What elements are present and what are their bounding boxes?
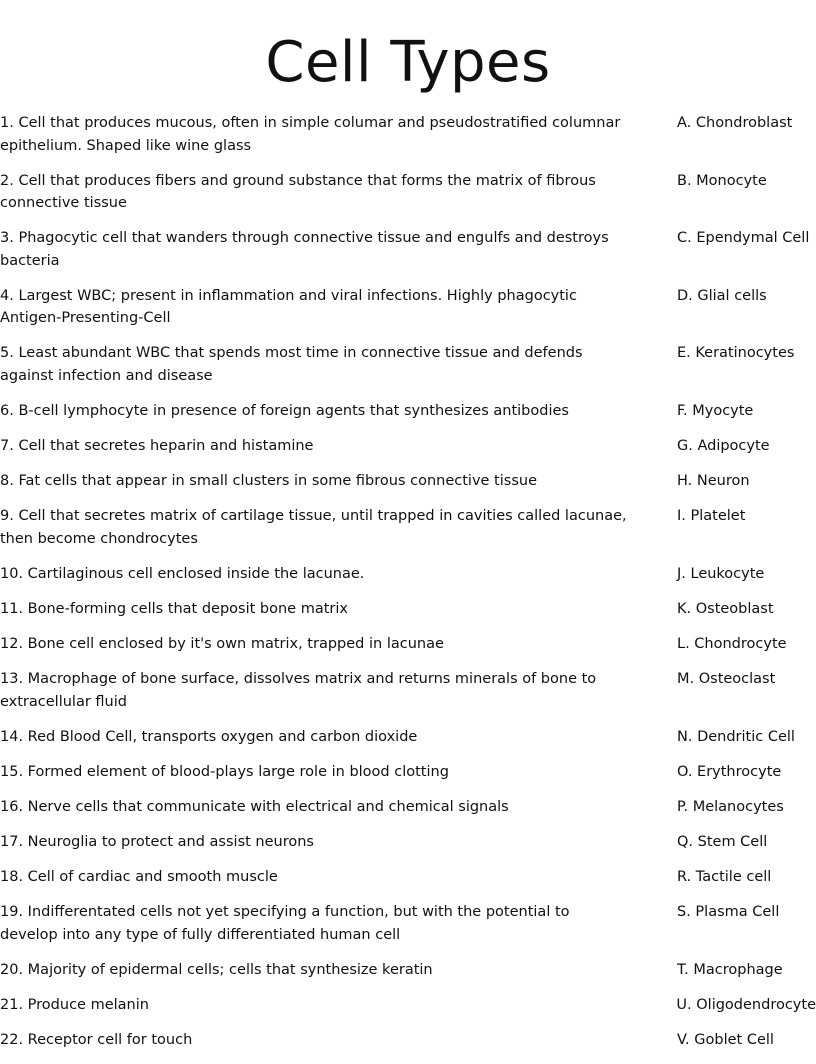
matching-row [0, 170, 816, 228]
question-item: 21. Produce melanin [0, 996, 149, 1013]
matching-row [0, 796, 816, 831]
matching-row [0, 959, 816, 994]
answer-option: L. Chondrocyte [677, 636, 787, 653]
answer-option: B. Monocyte [677, 172, 767, 189]
question-item: 12. Bone cell enclosed by it's own matrix, trapped in lacunae [0, 636, 444, 653]
matching-row [0, 112, 816, 170]
answer-option: O. Erythrocyte [677, 763, 782, 780]
question-item: 7. Cell that secretes heparin and histamine [0, 438, 314, 455]
matching-row [0, 227, 816, 285]
matching-row [0, 1029, 816, 1064]
answer-option: J. Leukocyte [677, 565, 765, 582]
question-item: 9. Cell that secretes matrix of cartilage tissue, until trapped in cavities called lacunae, then become chondrocytes [0, 508, 627, 547]
matching-row [0, 435, 816, 470]
answer-option: N. Dendritic Cell [677, 728, 795, 745]
matching-row [0, 470, 816, 505]
matching-row [0, 598, 816, 633]
matching-row [0, 342, 816, 400]
matching-row [0, 901, 816, 959]
answer-option: H. Neuron [677, 473, 750, 490]
question-item: 18. Cell of cardiac and smooth muscle [0, 869, 278, 886]
question-item: 2. Cell that produces fibers and ground substance that forms the matrix of fibrous connective tissue [0, 172, 596, 212]
answer-option: C. Ependymal Cell [677, 230, 810, 247]
answer-option: F. Myocyte [677, 402, 754, 419]
matching-row [0, 866, 816, 901]
matching-row [0, 831, 816, 866]
answer-option: D. Glial cells [677, 287, 767, 304]
answer-option: Q. Stem Cell [677, 834, 768, 850]
question-item: 20. Majority of epidermal cells; cells that synthesize keratin [0, 961, 433, 978]
answer-option: U. Oligodendrocyte [676, 996, 816, 1013]
answer-option: S. Plasma Cell [677, 904, 780, 921]
question-item: 11. Bone-forming cells that deposit bone matrix [0, 600, 348, 617]
question-item: 8. Fat cells that appear in small clusters in some fibrous connective tissue [0, 473, 537, 490]
answer-option: V. Goblet Cell [677, 1031, 774, 1048]
answer-option: G. Adipocyte [677, 438, 770, 455]
question-item: 22. Receptor cell for touch [0, 1031, 193, 1048]
matching-row [0, 400, 816, 435]
matching-row [0, 761, 816, 796]
matching-row [0, 668, 816, 726]
answer-option: R. Tactile cell [677, 869, 772, 886]
matching-row [0, 285, 816, 343]
question-item: 4. Largest WBC; present in inflammation and viral infections. Highly phagocytic Antigen-Presenting-Cell [0, 287, 577, 327]
question-item: 14. Red Blood Cell, transports oxygen and carbon dioxide [0, 728, 418, 745]
question-item: 19. Indifferentated cells not yet specifying a function, but with the potential to develop into any type of fully differentiated human cell [0, 904, 570, 943]
question-item: 1. Cell that produces mucous, often in simple columar and pseudostratified columnar epithelium. Shaped like wine glass [0, 115, 621, 154]
question-item: 16. Nerve cells that communicate with electrical and chemical signals [0, 798, 509, 815]
page-title: Cell Types [265, 30, 551, 95]
question-item: 6. B-cell lymphocyte in presence of foreign agents that synthesizes antibodies [0, 402, 569, 419]
answer-option: P. Melanocytes [677, 798, 784, 815]
question-item: 3. Phagocytic cell that wanders through connective tissue and engulfs and destroys bacteria [0, 230, 609, 269]
answer-option: K. Osteoblast [677, 600, 774, 617]
question-item: 5. Least abundant WBC that spends most time in connective tissue and defends against infection and disease [0, 345, 583, 384]
matching-row [0, 563, 816, 598]
matching-row [0, 633, 816, 668]
answer-option: E. Keratinocytes [677, 345, 795, 362]
matching-row [0, 726, 816, 761]
question-item: 17. Neuroglia to protect and assist neurons [0, 834, 314, 850]
matching-row [0, 505, 816, 563]
matching-list [0, 112, 816, 1064]
answer-option: I. Platelet [677, 508, 746, 525]
question-item: 13. Macrophage of bone surface, dissolves matrix and returns minerals of bone to extracellular fluid [0, 671, 597, 710]
matching-row [0, 994, 816, 1029]
answer-option: A. Chondroblast [677, 115, 793, 131]
question-item: 10. Cartilaginous cell enclosed inside the lacunae. [0, 565, 365, 582]
answer-option: T. Macrophage [677, 961, 783, 978]
question-item: 15. Formed element of blood-plays large role in blood clotting [0, 763, 449, 780]
answer-option: M. Osteoclast [677, 671, 776, 688]
